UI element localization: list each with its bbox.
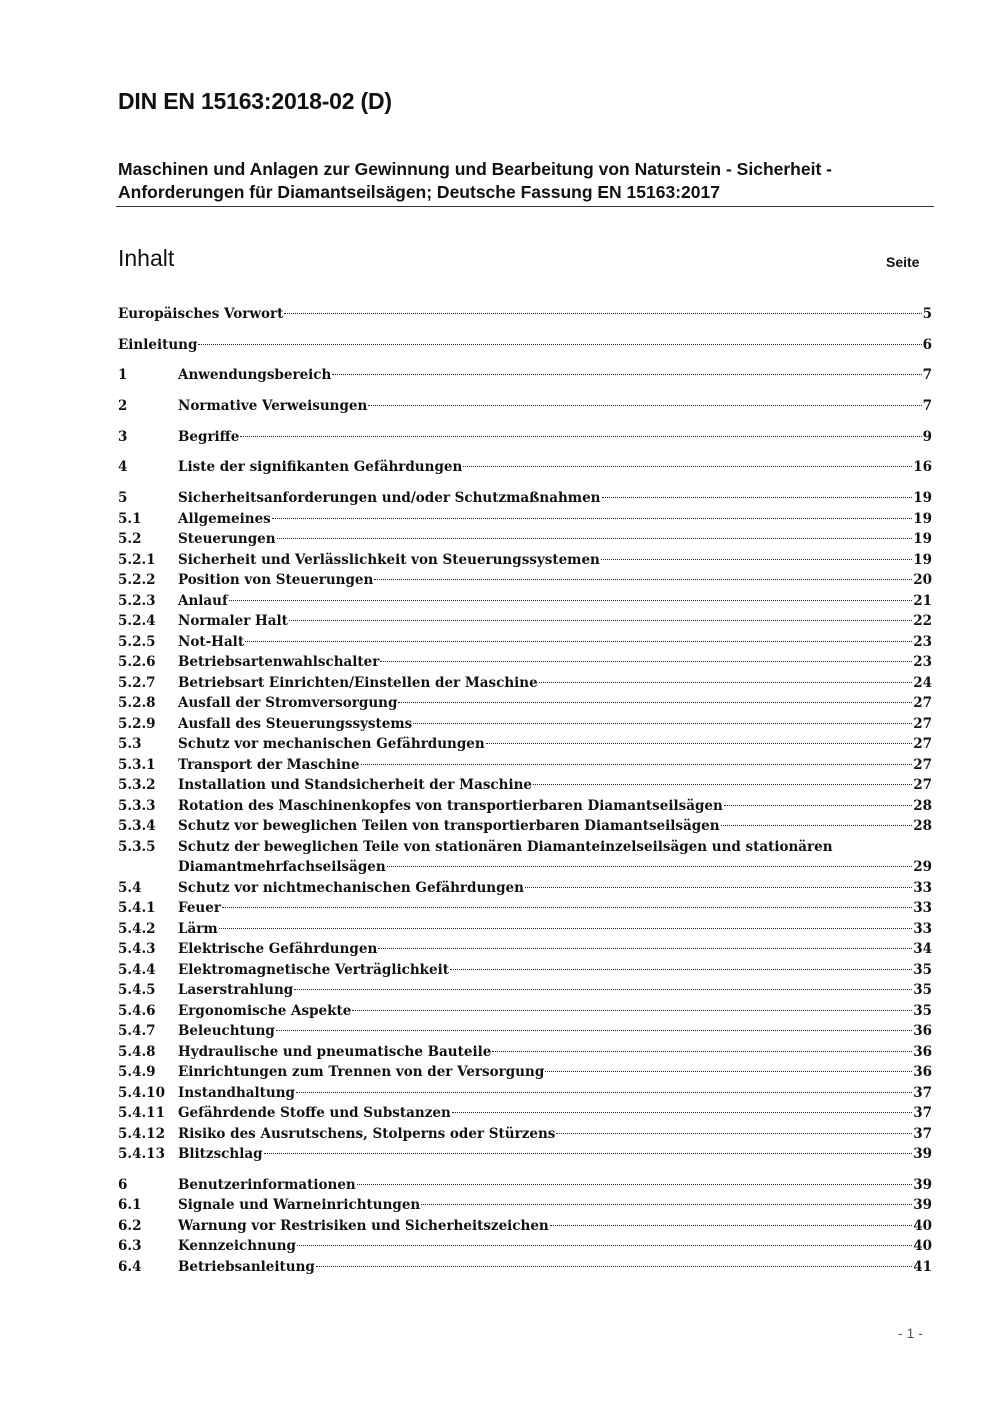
toc-entry-title: Sicherheitsanforderungen und/oder Schutzmaßnahmen (178, 490, 601, 507)
toc-entry-number: 5.4.10 (118, 1084, 165, 1101)
toc-entry-number: 5.2.6 (118, 654, 156, 671)
toc-entry-page: 35 (913, 961, 932, 978)
toc-entry-title: Betriebsartenwahlschalter (178, 654, 380, 671)
toc-entry[interactable] (118, 365, 932, 386)
toc-entry-page: 19 (913, 490, 932, 507)
toc-entry-title: Schutz der beweglichen Teile von stationären Diamanteinzelseilsägen und stationären (178, 838, 833, 855)
toc-dot-leader (533, 784, 912, 785)
toc-entry[interactable] (118, 714, 932, 735)
toc-heading: Inhalt (118, 245, 175, 271)
toc-entry-title: Elektromagnetische Verträglichkeit (178, 961, 449, 978)
toc-entry[interactable] (118, 1062, 932, 1083)
toc-entry[interactable] (118, 1257, 932, 1278)
toc-entry-title: Blitzschlag (178, 1146, 263, 1163)
toc-entry-title: Lärm (178, 920, 218, 937)
toc-dot-leader (724, 805, 912, 806)
toc-entry[interactable] (118, 457, 932, 478)
toc-entry[interactable] (118, 1042, 932, 1063)
toc-entry-number: 5.3 (118, 736, 142, 753)
toc-entry-page: 36 (913, 1064, 932, 1081)
toc-entry-number: Einleitung (118, 336, 198, 353)
toc-dot-leader (387, 866, 913, 867)
toc-entry-number: 5.4.7 (118, 1023, 156, 1040)
toc-entry-page: 19 (913, 551, 932, 568)
toc-entry-number: 5.3.2 (118, 777, 156, 794)
toc-entry-title: Position von Steuerungen (178, 572, 374, 589)
toc-entry-title: Begriffe (178, 428, 240, 445)
toc-entry-number: 5.3.1 (118, 756, 156, 773)
toc-entry-page: 36 (913, 1023, 932, 1040)
toc-entry-page: 9 (922, 428, 932, 445)
toc-entry-title: Betriebsart Einrichten/Einstellen der Maschine (178, 674, 538, 691)
toc-entry-title: Rotation des Maschinenkopfes von transportierbaren Diamantseilsägen (178, 797, 723, 814)
toc-entry-title: Gefährdende Stoffe und Substanzen (178, 1105, 451, 1122)
toc-dot-leader (198, 344, 921, 345)
toc-entry-page: 35 (913, 982, 932, 999)
toc-dot-leader (421, 1204, 912, 1205)
toc-entry-page: 40 (913, 1238, 932, 1255)
toc-dot-leader (721, 825, 913, 826)
toc-entry[interactable] (118, 427, 932, 448)
toc-entry-page: 27 (913, 736, 932, 753)
toc-entry[interactable] (118, 898, 932, 919)
toc-entry-page: 5 (922, 306, 932, 322)
toc-entry[interactable] (118, 611, 932, 632)
toc-entry[interactable] (118, 570, 932, 591)
toc-entry-number: 5.4.2 (118, 920, 156, 937)
toc-entry-number: 5.4.9 (118, 1064, 156, 1081)
toc-dot-leader (361, 764, 913, 765)
toc-entry-number: 5 (118, 490, 128, 507)
toc-entry[interactable] (118, 878, 932, 899)
toc-entry[interactable] (118, 591, 932, 612)
toc-dot-leader (525, 887, 912, 888)
toc-entry-number: 3 (118, 428, 128, 445)
toc-entry-page: 27 (913, 715, 932, 732)
toc-dot-leader (539, 682, 913, 683)
toc-entry-title: Anlauf (178, 592, 228, 609)
toc-entry-page: 19 (913, 510, 932, 527)
toc-entry[interactable] (118, 488, 932, 509)
toc-entry[interactable] (118, 335, 932, 356)
toc-entry[interactable] (118, 304, 932, 325)
toc-dot-leader (352, 1010, 912, 1011)
toc-entry-title: Feuer (178, 900, 221, 917)
toc-entry[interactable] (118, 775, 932, 796)
toc-entry-title: Warnung vor Restrisiken und Sicherheitszeichen (178, 1217, 549, 1234)
toc-entry-title: Normaler Halt (178, 613, 288, 630)
toc-dot-leader (450, 969, 912, 970)
toc-dot-leader (374, 579, 912, 580)
toc-entry[interactable] (118, 980, 932, 1001)
toc-entry[interactable] (118, 1124, 932, 1145)
toc-entry[interactable] (118, 1103, 932, 1124)
toc-entry-number: 5.4.8 (118, 1043, 156, 1060)
toc-entry-number: 5.2.8 (118, 695, 156, 712)
toc-dot-leader (378, 948, 912, 949)
toc-entry-number: 5.4.12 (118, 1125, 165, 1142)
toc-entry-page: 33 (913, 879, 932, 896)
toc-dot-leader (601, 559, 912, 560)
toc-entry-page: 28 (913, 797, 932, 814)
toc-entry-number: 6.3 (118, 1238, 142, 1255)
toc-entry-title: Ausfall der Stromversorgung (178, 695, 398, 712)
toc-entry-title: Steuerungen (178, 531, 276, 548)
toc-dot-leader (277, 538, 913, 539)
toc-entry-page: 39 (913, 1146, 932, 1163)
toc-dot-leader (602, 497, 913, 498)
toc-entry-number: 5.2.2 (118, 572, 156, 589)
toc-entry-page: 7 (922, 367, 932, 384)
toc-dot-leader (545, 1071, 912, 1072)
toc-entry-number: 6.1 (118, 1197, 142, 1214)
toc-entry-number: 5.4.4 (118, 961, 156, 978)
toc-dot-leader (316, 1266, 912, 1267)
toc-entry-title: Anwendungsbereich (178, 367, 332, 384)
toc-entry-number: 5.2.3 (118, 592, 156, 609)
toc-dot-leader (272, 518, 912, 519)
toc-entry-number: 5.2.9 (118, 715, 156, 732)
toc-entry-title: Allgemeines (178, 510, 271, 527)
toc-entry-page: 39 (913, 1197, 932, 1214)
toc-entry-page: 33 (913, 920, 932, 937)
toc-entry-page: 28 (913, 818, 932, 835)
toc-entry-page: 40 (913, 1217, 932, 1234)
toc-entry-page: 35 (913, 1002, 932, 1019)
toc-entry[interactable] (118, 734, 932, 755)
toc-entry-title: Laserstrahlung (178, 982, 294, 999)
toc-entry-page: 37 (913, 1105, 932, 1122)
toc-entry-number: 5.4.5 (118, 982, 156, 999)
toc-entry-title-continued: Diamantmehrfachseilsägen (178, 859, 386, 876)
toc-dot-leader (264, 1153, 913, 1154)
toc-entry-page: 27 (913, 777, 932, 794)
toc-entry-number: 5.2.5 (118, 633, 156, 650)
toc-entry-page: 37 (913, 1125, 932, 1142)
toc-dot-leader (229, 600, 912, 601)
toc-entry-number: 5.4.1 (118, 900, 156, 917)
toc-entry-page: 16 (913, 459, 932, 476)
toc-entry[interactable] (118, 632, 932, 653)
toc-dot-leader (222, 907, 912, 908)
toc-entry-number: 5.3.3 (118, 797, 156, 814)
toc-entry-title: Signale und Warneinrichtungen (178, 1197, 421, 1214)
toc-dot-leader (398, 702, 912, 703)
document-subtitle: Maschinen und Anlagen zur Gewinnung und Bearbeitung von Naturstein - Sicherheit - Anforderungen für Diamantseilsägen; Deutsche Fassung EN 15163:2017 (118, 159, 832, 202)
toc-entry-page: 37 (913, 1084, 932, 1101)
toc-dot-leader (492, 1051, 912, 1052)
toc-entry-number: 5.2.7 (118, 674, 156, 691)
toc-entry-page: 36 (913, 1043, 932, 1060)
toc-entry[interactable] (118, 960, 932, 981)
toc-entry-number: 4 (118, 459, 128, 476)
toc-entry-title: Elektrische Gefährdungen (178, 941, 378, 958)
document-title: DIN EN 15163:2018-02 (D) (118, 88, 392, 114)
toc-entry-number: Europäisches Vorwort (118, 306, 284, 322)
subtitle-divider (116, 206, 934, 207)
toc-dot-leader (240, 436, 921, 437)
toc-entry-page: 22 (913, 613, 932, 630)
toc-dot-leader (297, 1245, 912, 1246)
toc-dot-leader (380, 661, 912, 662)
toc-entry[interactable] (118, 1195, 932, 1216)
toc-entry-title: Instandhaltung (178, 1084, 295, 1101)
toc-entry-page: 27 (913, 695, 932, 712)
toc-entry-page: 39 (913, 1176, 932, 1193)
toc-entry[interactable] (118, 550, 932, 571)
toc-entry-title: Ausfall des Steuerungssystems (178, 715, 413, 732)
toc-entry-title: Hydraulische und pneumatische Bauteile (178, 1043, 492, 1060)
toc-entry[interactable] (118, 1144, 932, 1165)
toc-entry-page: 29 (913, 859, 932, 876)
toc-entry[interactable] (118, 1001, 932, 1022)
toc-dot-leader (556, 1133, 912, 1134)
toc-dot-leader (550, 1225, 912, 1226)
toc-dot-leader (294, 989, 912, 990)
toc-entry[interactable] (118, 1175, 932, 1196)
toc-entry-number: 6.2 (118, 1217, 142, 1234)
toc-entry-title: Benutzerinformationen (178, 1176, 356, 1193)
toc-entry[interactable] (118, 1216, 932, 1237)
toc-entry[interactable] (118, 652, 932, 673)
toc-entry[interactable] (118, 1021, 932, 1042)
toc-entry[interactable] (118, 919, 932, 940)
toc-entry[interactable] (118, 1083, 932, 1104)
toc-page-column-label: Seite (886, 254, 920, 270)
toc-entry[interactable] (118, 755, 932, 776)
table-of-contents (118, 304, 932, 1277)
toc-entry-title: Schutz vor nichtmechanischen Gefährdungen (178, 879, 524, 896)
toc-dot-leader (368, 405, 921, 406)
toc-entry[interactable] (118, 396, 932, 417)
toc-entry-number: 5.4 (118, 879, 142, 896)
toc-entry[interactable] (118, 837, 932, 878)
toc-entry-page: 19 (913, 531, 932, 548)
toc-entry-page: 27 (913, 756, 932, 773)
toc-entry-number: 5.3.5 (118, 838, 156, 855)
toc-entry-page: 23 (913, 654, 932, 671)
toc-entry-number: 5.2.1 (118, 551, 156, 568)
toc-entry-title: Betriebsanleitung (178, 1258, 315, 1275)
toc-dot-leader (413, 723, 912, 724)
toc-dot-leader (452, 1112, 912, 1113)
toc-entry-page: 33 (913, 900, 932, 917)
toc-entry-title: Sicherheit und Verlässlichkeit von Steuerungssystemen (178, 551, 600, 568)
toc-entry[interactable] (118, 673, 932, 694)
toc-dot-leader (486, 743, 912, 744)
toc-entry-page: 41 (913, 1258, 932, 1275)
toc-dot-leader (289, 620, 912, 621)
toc-entry[interactable] (118, 939, 932, 960)
toc-entry-title: Transport der Maschine (178, 756, 360, 773)
toc-dot-leader (332, 374, 921, 375)
toc-entry-number: 5.4.13 (118, 1146, 165, 1163)
toc-entry-title: Einrichtungen zum Trennen von der Versorgung (178, 1064, 545, 1081)
toc-entry-page: 34 (913, 941, 932, 958)
toc-entry-title: Kennzeichnung (178, 1238, 296, 1255)
toc-entry[interactable] (118, 509, 932, 530)
toc-entry-page: 24 (913, 674, 932, 691)
toc-entry-number: 5.2.4 (118, 613, 156, 630)
toc-entry-page: 7 (922, 398, 932, 415)
toc-entry-page: 20 (913, 572, 932, 589)
toc-entry[interactable] (118, 693, 932, 714)
toc-entry-title: Ergonomische Aspekte (178, 1002, 352, 1019)
toc-dot-leader (284, 313, 921, 314)
toc-dot-leader (296, 1092, 912, 1093)
toc-entry-number: 5.1 (118, 510, 142, 527)
toc-entry[interactable] (118, 1236, 932, 1257)
toc-entry-number: 6 (118, 1176, 128, 1193)
toc-entry-title: Schutz vor mechanischen Gefährdungen (178, 736, 485, 753)
toc-dot-leader (276, 1030, 912, 1031)
toc-entry-page: 23 (913, 633, 932, 650)
toc-entry-number: 1 (118, 367, 128, 384)
toc-entry[interactable] (118, 816, 932, 837)
toc-entry-page: 21 (913, 592, 932, 609)
toc-entry-title: Installation und Standsicherheit der Maschine (178, 777, 532, 794)
toc-entry-title: Not-Halt (178, 633, 245, 650)
toc-entry-number: 5.4.11 (118, 1105, 165, 1122)
toc-entry-title: Liste der signifikanten Gefährdungen (178, 459, 463, 476)
toc-entry-number: 5.2 (118, 531, 142, 548)
toc-entry-number: 5.4.6 (118, 1002, 156, 1019)
page-number: - 1 - (898, 1325, 923, 1341)
toc-entry[interactable] (118, 529, 932, 550)
toc-entry-number: 5.4.3 (118, 941, 156, 958)
toc-entry[interactable] (118, 796, 932, 817)
toc-dot-leader (219, 928, 913, 929)
toc-entry-title: Beleuchtung (178, 1023, 275, 1040)
toc-entry-number: 6.4 (118, 1258, 142, 1275)
toc-dot-leader (357, 1184, 912, 1185)
toc-entry-number: 5.3.4 (118, 818, 156, 835)
toc-entry-title: Risiko des Ausrutschens, Stolperns oder Stürzens (178, 1125, 556, 1142)
toc-entry-title: Normative Verweisungen (178, 398, 368, 415)
toc-entry-page: 6 (922, 336, 932, 353)
toc-dot-leader (245, 641, 912, 642)
toc-dot-leader (463, 466, 912, 467)
toc-entry-number: 2 (118, 398, 128, 415)
toc-entry-title: Schutz vor beweglichen Teilen von transportierbaren Diamantseilsägen (178, 818, 720, 835)
